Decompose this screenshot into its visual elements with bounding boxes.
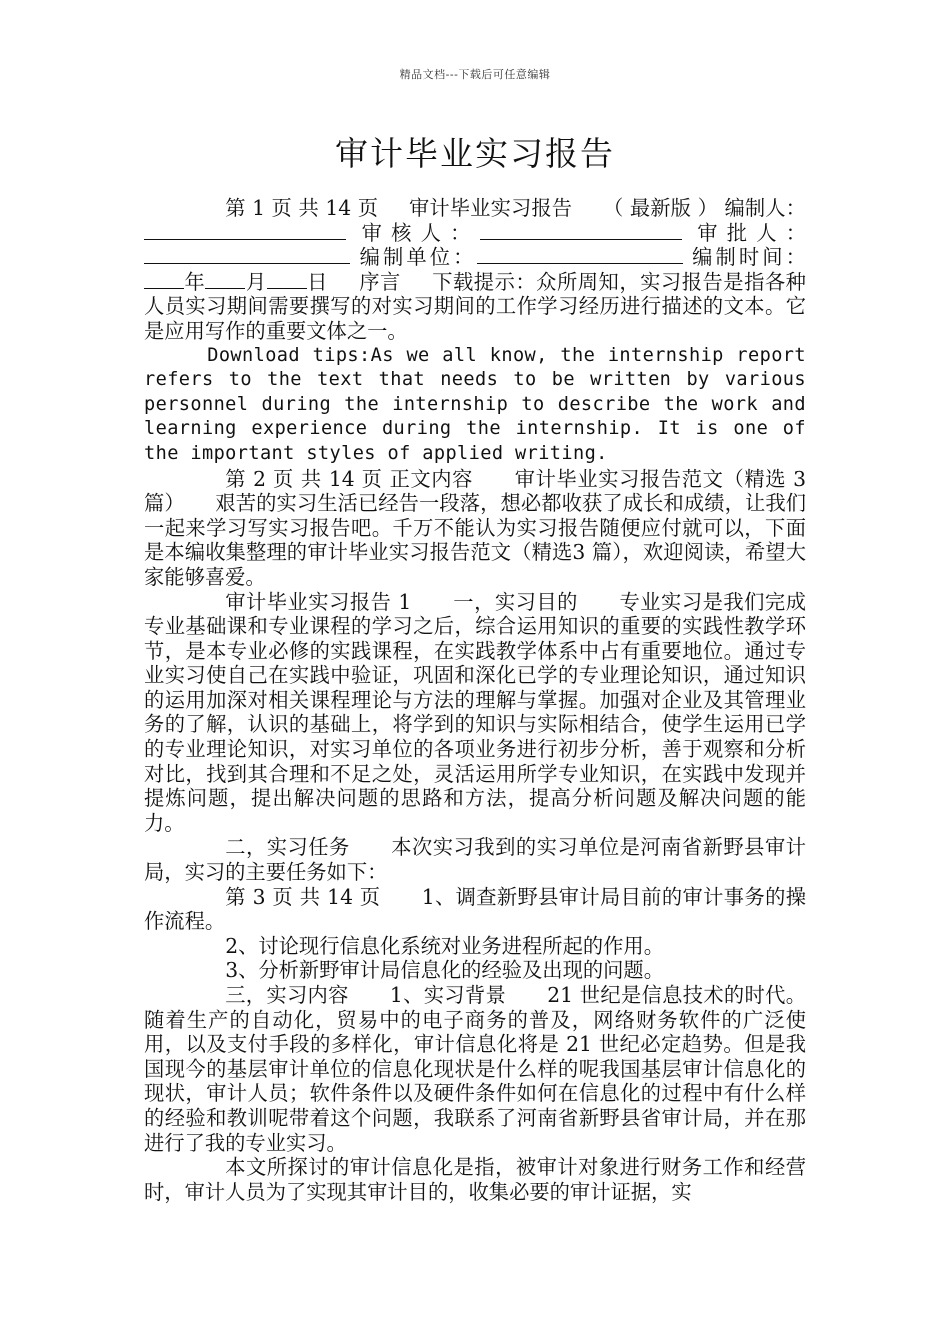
paragraph-last: 本文所探讨的审计信息化是指，被审计对象进行财务工作和经营时，审计人员为了实现其审计目的，收集必要的审计证据，实 <box>144 1155 806 1204</box>
page-marker-1: 第 1 页 共 14 页 <box>225 196 379 220</box>
year-blank <box>144 270 184 289</box>
meta-doc-name: 审计毕业实习报告 <box>409 196 573 220</box>
paragraph-task-1: 第 3 页 共 14 页 1、调查新野县审计局目前的审计事务的操作流程。 <box>144 884 806 934</box>
paragraph-task-2: 2、讨论现行信息化系统对业务进程所起的作用。 <box>225 933 664 958</box>
meta-paragraph <box>144 196 806 344</box>
day-blank <box>267 270 307 289</box>
header-note: 精品文档---下载后可任意编辑 <box>399 68 551 81</box>
month-label: 月 <box>245 269 267 294</box>
time-label-a: 编制时 <box>692 245 763 270</box>
editor-blank <box>144 221 346 240</box>
editor-label: 编制人： <box>724 196 806 220</box>
reviewer-blank <box>480 221 682 240</box>
paragraph-report-1: 审计毕业实习报告 1 一，实习目的 专业实习是我们完成专业基础课和专业课程的学习之后，综合运用知识的重要的实践性教学环节，是本专业必修的实践课程，在实践教学体系中占有重要地位。通过专业实习使自己在实践中验证，巩固和深化已学的专业理论知识，通过知识的运用加深对相关课程理论与方法的理解与掌握。加强对企业及其管理业务的了解，认识的基础上，将学到的知识与实际相结合，使学生运用已学的专业理论知识，对实习单位的各项业务进行初步分析，善于观察和分析对比，找到其合理和不足之处，灵活运用所学专业知识，在实践中发现并提炼问题，提出解决问题的思路和方法，提高分析问题及解决问题的能力。 <box>144 589 806 835</box>
paragraph-task-3: 3、分析新野审计局信息化的经验及出现的问题。 <box>225 958 664 983</box>
document-body <box>144 196 806 1204</box>
english-tip: Download tips:As we all know, the internship report refers to the text that needs to be written by various personnel during the internship to describe the work and learning experience during the internship. It is one of the important styles of applied writing. <box>144 344 806 464</box>
unit-blank <box>477 245 683 264</box>
paragraph-intro: 第 2 页 共 14 页 正文内容 审计毕业实习报告范文（精选 3 篇） 艰苦的实习生活已经告一段落，想必都收获了成长和成绩，让我们一起来学习写实习报告吧。千万不能认为实习报告随便应付就可以，下面是本编收集整理的审计毕业实习报告范文（精选3 篇），欢迎阅读，希望大家能够喜爱。 <box>144 466 806 589</box>
approver-blank <box>144 245 350 264</box>
preface-label: 序言 <box>359 269 401 294</box>
month-blank <box>205 270 245 289</box>
approver-label-b: 人： <box>756 220 806 245</box>
reviewer-label: 审核人： <box>361 220 480 245</box>
year-label: 年 <box>184 269 206 294</box>
day-label: 日 <box>306 269 328 294</box>
meta-version: （ 最新版 ） <box>603 196 718 220</box>
time-label-b: 间： <box>762 245 806 270</box>
download-tip: 下载提示：众所周知，实习报告是指各种人员实习期间需要撰写的对实习期间的工作学习经历进行描述的文本。它是应用写作的重要文体之一。 <box>144 269 806 343</box>
paragraph-task: 二，实习任务 本次实习我到的实习单位是河南省新野县审计局，实习的主要任务如下： <box>144 835 806 885</box>
approver-label-a: 审批 <box>697 220 757 245</box>
document-title: 审计毕业实习报告 <box>335 134 615 173</box>
unit-label: 编制单位： <box>359 245 477 270</box>
paragraph-content: 三，实习内容 1、实习背景 21 世纪是信息技术的时代。随着生产的自动化，贸易中的电子商务的普及，网络财务软件的广泛使用，以及支付手段的多样化，审计信息化将是 21 世纪必定趋势。但是我国现今的基层审计单位的信息化现状是什么样的呢我国基层审计信息化的现状，审计人员；软件条件以及硬件条件如何在信息化的过程中有什么样的经验和教训呢带着这个问题，我联系了河南省新野县省审计局，并在那进行了我的专业实习。 <box>144 983 806 1155</box>
